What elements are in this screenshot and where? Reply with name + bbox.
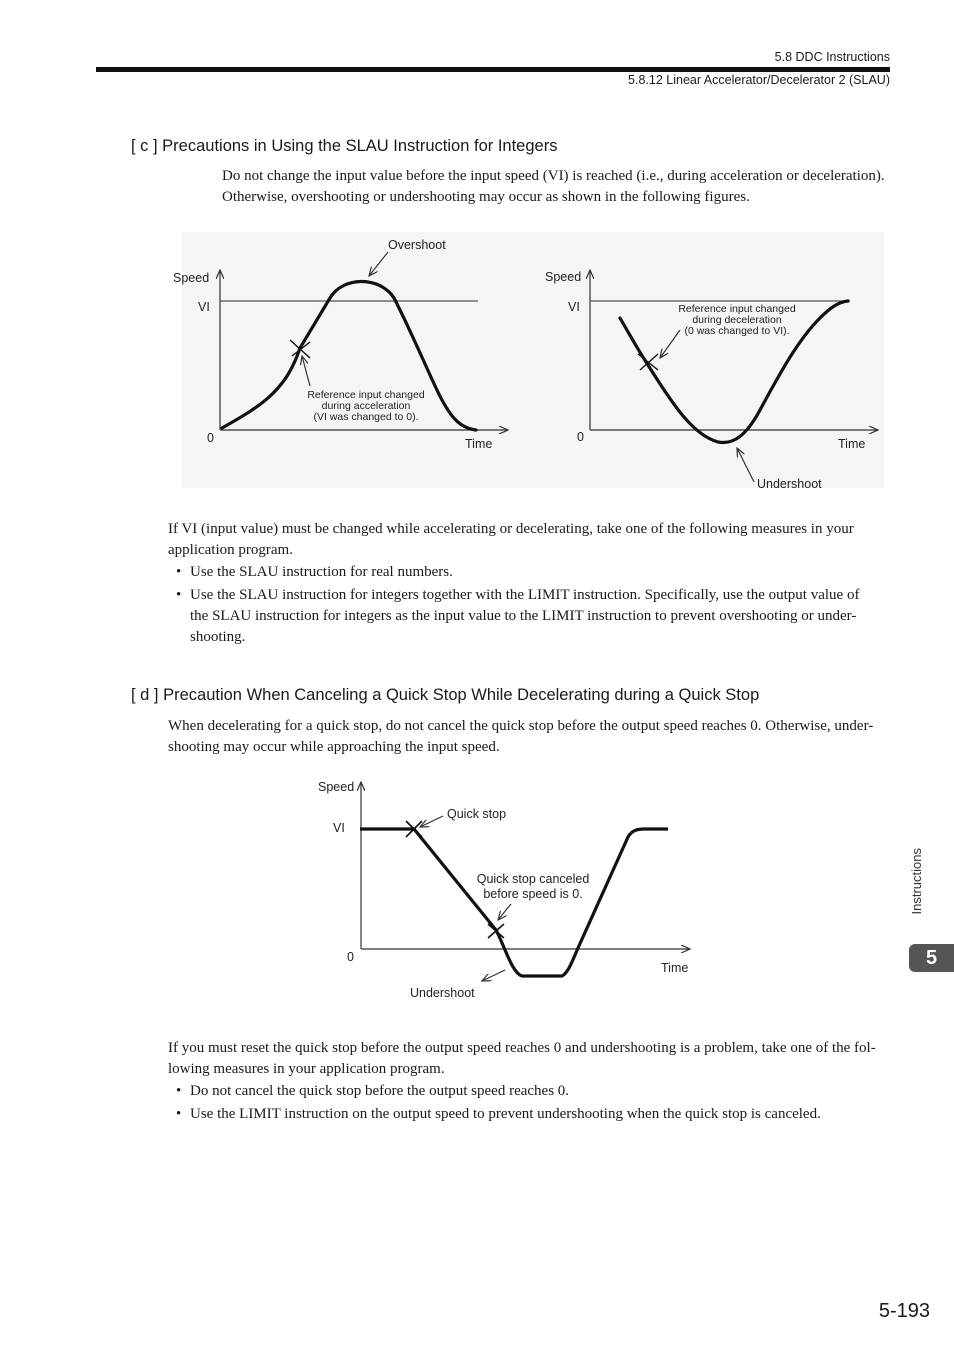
section-c-bullet-list: [168, 562, 888, 650]
x-axis-label: Time: [661, 961, 689, 975]
bullet-line: • Use the SLAU instruction for integers together with the LIMIT instruction. Specifically, use the output value of: [190, 587, 860, 603]
y-axis-label: Speed: [173, 271, 210, 285]
undershoot-label: Undershoot: [757, 477, 822, 491]
bullet-line: • Use the SLAU instruction for real numbers.: [190, 564, 453, 580]
quick-stop-label: Quick stop: [447, 807, 507, 821]
bullet-line: shooting.: [190, 629, 246, 645]
x-axis-label: Time: [838, 437, 866, 451]
bullet-line: • Do not cancel the quick stop before the output speed reaches 0.: [190, 1083, 570, 1099]
bullet-item: [168, 1081, 888, 1102]
quick-stop-arrow: [420, 816, 443, 827]
section-c-heading: [ c ] Precautions in Using the SLAU Instruction for Integers: [131, 137, 558, 155]
header-section-title: 5.8 DDC Instructions: [774, 50, 890, 64]
section-d-intro-line: shooting may occur while approaching the input speed.: [168, 739, 500, 755]
section-c-intro-line: Do not change the input value before the input speed (VI) is reached (i.e., during acceleration or deceleration).: [222, 168, 885, 184]
note-line: Reference input changed: [307, 389, 425, 401]
figure-background: [182, 232, 884, 488]
zero-label: 0: [577, 430, 584, 444]
section-c-measures-line: If VI (input value) must be changed while accelerating or decelerating, take one of the following measures in your: [168, 521, 854, 537]
speed-curve: [360, 829, 668, 976]
vi-label: VI: [333, 821, 345, 835]
cancel-label-line: before speed is 0.: [483, 887, 583, 901]
note-line: (0 was changed to VI).: [684, 325, 790, 337]
bullet-item: [168, 1104, 888, 1125]
chapter-tab-number: 5: [909, 944, 954, 972]
y-axis-label: Speed: [318, 780, 355, 794]
section-d-measures-intro: [168, 1038, 876, 1080]
page-number: 5-193: [878, 1300, 930, 1322]
section-c-intro-line: Otherwise, overshooting or undershooting may occur as shown in the following figures.: [222, 189, 750, 205]
bullet-item: [168, 562, 888, 583]
section-d-bullet-list: [168, 1081, 888, 1127]
vi-label: VI: [568, 300, 580, 314]
overshoot-label: Overshoot: [388, 238, 446, 252]
x-axis-label: Time: [465, 437, 493, 451]
bullet-line: the SLAU instruction for integers as the input value to the LIMIT instruction to prevent overshooting or under-: [190, 608, 857, 624]
undershoot-arrow: [482, 970, 505, 981]
section-d-intro: [168, 716, 873, 758]
section-c-measures-intro: [168, 519, 854, 561]
note-line: during acceleration: [321, 400, 411, 412]
note-line: Reference input changed: [678, 303, 796, 315]
zero-label: 0: [347, 950, 354, 964]
header-subsection-title: 5.8.12 Linear Accelerator/Decelerator 2 (SLAU): [628, 73, 890, 87]
bullet-item: [168, 585, 888, 648]
cancel-label-line: Quick stop canceled: [476, 872, 590, 886]
note-line: during deceleration: [692, 314, 782, 326]
undershoot-label: Undershoot: [410, 986, 475, 1000]
section-d-measures-line: lowing measures in your application program.: [168, 1061, 445, 1077]
vi-label: VI: [198, 300, 210, 314]
section-d-intro-line: When decelerating for a quick stop, do not cancel the quick stop before the output speed reaches 0. Otherwise, under-: [168, 718, 874, 734]
figure-quick-stop: [300, 772, 700, 1012]
y-axis-label: Speed: [545, 270, 582, 284]
bullet-line: • Use the LIMIT instruction on the output speed to prevent undershooting when the quick stop is canceled.: [190, 1106, 821, 1122]
zero-label: 0: [207, 431, 214, 445]
header-rule: [96, 67, 890, 72]
section-d-measures-line: If you must reset the quick stop before the output speed reaches 0 and undershooting is a problem, take one of the fol-: [168, 1040, 876, 1056]
figure-overshoot-undershoot: [168, 230, 886, 492]
section-c-intro: [222, 166, 885, 208]
section-c-measures-line: application program.: [168, 542, 293, 558]
section-d-heading: [ d ] Precaution When Canceling a Quick Stop While Decelerating during a Quick Stop: [131, 686, 760, 704]
cancel-marker: [488, 924, 504, 938]
side-tab-label: Instructions: [909, 848, 924, 915]
cancel-arrow: [498, 904, 511, 920]
note-line: (VI was changed to 0).: [313, 411, 419, 423]
